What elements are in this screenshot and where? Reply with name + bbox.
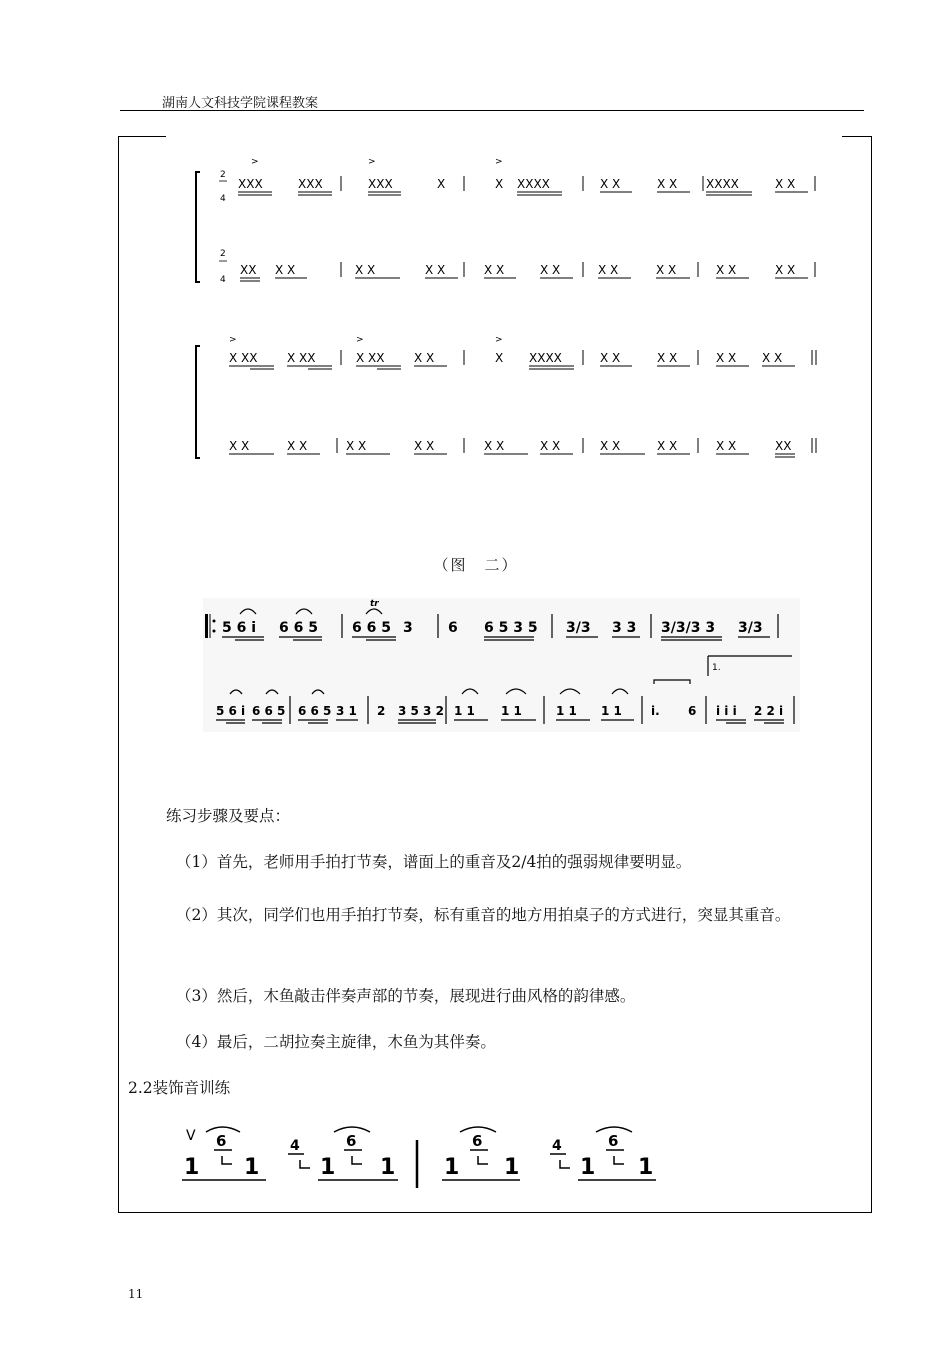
note-group: 3 5 3 2: [398, 704, 444, 718]
beat: X X: [657, 439, 678, 453]
main-note: 1: [244, 1155, 260, 1180]
note-group: 3 1: [336, 704, 357, 718]
beat: X X: [716, 351, 737, 365]
note-group: 2: [377, 704, 386, 718]
step-item: （3）然后，木鱼敲击伴奏声部的节奏，展现进行曲风格的韵律感。: [176, 987, 636, 1005]
main-note: 1: [380, 1155, 396, 1180]
beat: X X: [775, 263, 796, 277]
page-number: 11: [128, 1287, 144, 1301]
beat: X X: [716, 263, 737, 277]
note-group: 1 1: [556, 704, 577, 718]
beat: X X: [762, 351, 783, 365]
beat: X X: [600, 177, 621, 191]
accent-mark: >: [495, 157, 503, 167]
main-note: 1: [320, 1155, 336, 1180]
beat: X: [495, 177, 504, 191]
grace-note: 4: [290, 1138, 300, 1154]
beat: X X: [656, 263, 677, 277]
note-group: 2 2 i: [754, 704, 784, 718]
accent-mark: >: [229, 335, 237, 345]
beat: X X: [275, 263, 296, 277]
note-group: 3/3: [738, 620, 763, 636]
note-group: 6 6 5: [298, 704, 332, 718]
beat: XX: [240, 263, 257, 277]
note-group: 6 6 5: [352, 620, 391, 636]
main-note: 1: [638, 1155, 654, 1180]
note-group: 6 6 5: [252, 704, 286, 718]
header-title: 湖南人文科技学院课程教案: [162, 96, 319, 111]
beat: X X: [287, 439, 308, 453]
bow-mark: V: [186, 1128, 196, 1144]
grace-note: 6: [346, 1132, 357, 1150]
accent-mark: >: [251, 157, 259, 167]
beat: X: [437, 177, 446, 191]
time-sig-top: 2: [220, 170, 226, 180]
note-group: 6 5 3 5: [484, 620, 538, 636]
beat: X X: [540, 263, 561, 277]
beat: XXX: [368, 177, 393, 191]
beat: X X: [355, 263, 376, 277]
accent-mark: >: [368, 157, 376, 167]
step-item: （1）首先，老师用手拍打节奏，谱面上的重音及2/4拍的强弱规律要明显。: [176, 853, 692, 871]
step-item: （2）其次，同学们也用手拍打节奏，标有重音的地方用拍桌子的方式进行，突显其重音。: [176, 906, 791, 924]
note-group: 5 6 i: [222, 620, 257, 636]
beat: XXX: [238, 177, 263, 191]
beat: X X: [414, 439, 435, 453]
note-group: 1 1: [454, 704, 475, 718]
beat: X X: [484, 263, 505, 277]
beat: X: [495, 351, 504, 365]
beat: X X: [716, 439, 737, 453]
time-sig-top: 2: [220, 249, 226, 259]
grace-note: 6: [472, 1132, 483, 1150]
beat: X X: [600, 351, 621, 365]
beat: XXXX: [529, 351, 562, 365]
beat: X X: [657, 351, 678, 365]
beat: X X: [598, 263, 619, 277]
main-note: 1: [444, 1155, 460, 1180]
beat: X XX: [287, 351, 316, 365]
beat: X X: [414, 351, 435, 365]
note-group: i i i: [716, 704, 737, 718]
beat: XXX: [298, 177, 323, 191]
beat: X X: [600, 439, 621, 453]
beat: X X: [540, 439, 561, 453]
beat: XX: [775, 439, 792, 453]
note-group: 3: [403, 620, 413, 636]
beat: XXXX: [517, 177, 550, 191]
note-group: 1 1: [501, 704, 522, 718]
beat: X XX: [356, 351, 385, 365]
note-group: 1 1: [601, 704, 622, 718]
note-group: 3/3: [566, 620, 591, 636]
section-title: 2.2装饰音训练: [128, 1079, 231, 1097]
steps-heading: 练习步骤及要点：: [166, 807, 291, 825]
note-group: i.: [651, 704, 660, 718]
note-group: 3 3: [612, 620, 637, 636]
accent-mark: >: [356, 335, 364, 345]
beat: X X: [425, 263, 446, 277]
grace-note: 4: [552, 1138, 562, 1154]
main-note: 1: [580, 1155, 596, 1180]
note-group: 3/3/3 3: [661, 620, 716, 636]
step-item: （4）最后，二胡拉奏主旋律，木鱼为其伴奏。: [176, 1033, 496, 1051]
grace-note: 6: [216, 1132, 227, 1150]
beat: X X: [775, 177, 796, 191]
time-sig-bottom: 4: [220, 275, 226, 285]
beat: X XX: [229, 351, 258, 365]
beat: X X: [346, 439, 367, 453]
note-group: 6 6 5: [279, 620, 318, 636]
beat: X X: [229, 439, 250, 453]
note-group: 6: [448, 620, 458, 636]
beat: X X: [657, 177, 678, 191]
note-group: 5 6 i: [216, 704, 246, 718]
beat: X X: [484, 439, 505, 453]
beat: XXXX: [706, 177, 739, 191]
accent-mark: >: [495, 335, 503, 345]
figure-caption: （图 二）: [433, 556, 519, 574]
volta-mark: 1.: [712, 663, 721, 673]
main-note: 1: [184, 1155, 200, 1180]
trill-mark: tr: [370, 599, 379, 609]
grace-note: 6: [608, 1132, 619, 1150]
note-group: 6: [688, 704, 697, 718]
main-note: 1: [504, 1155, 520, 1180]
time-sig-bottom: 4: [220, 194, 226, 204]
